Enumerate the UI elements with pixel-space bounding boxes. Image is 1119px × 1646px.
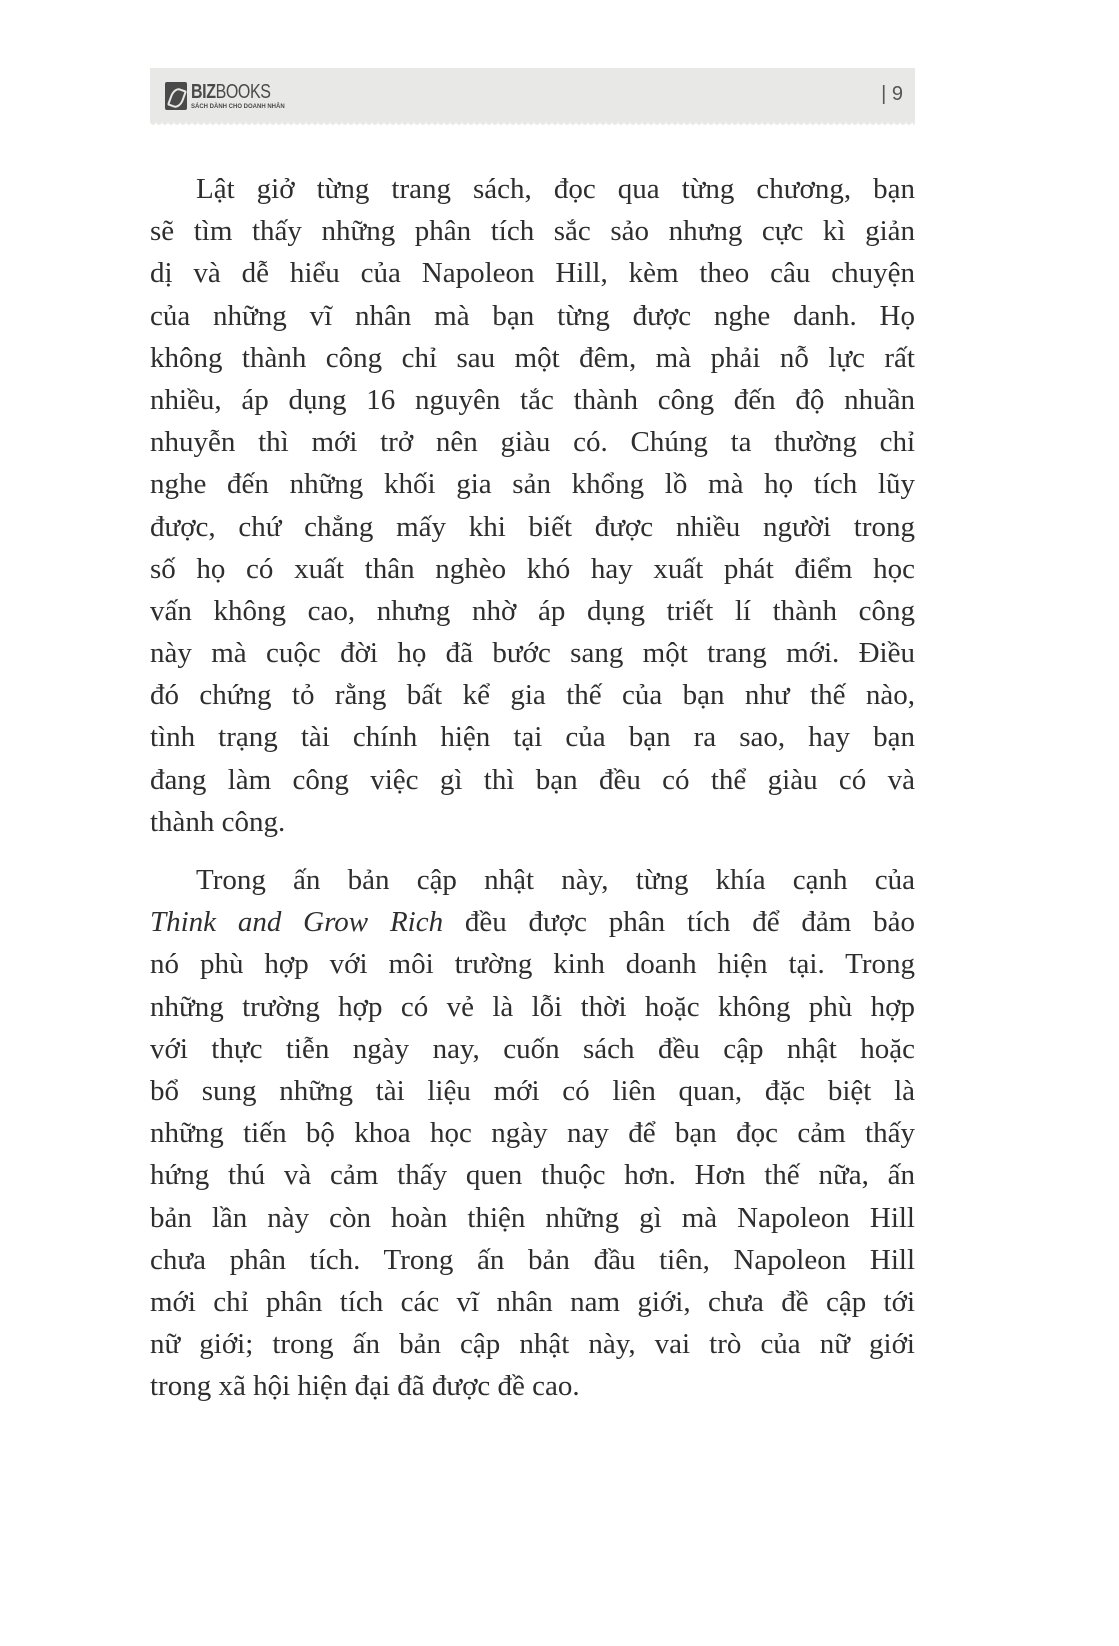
text-line: nghe đến những khối gia sản khổng lồ mà họ tích lũy <box>150 468 915 501</box>
paragraph <box>150 859 915 1407</box>
text-line: bản lần này còn hoàn thiện những gì mà Napoleon Hill <box>150 1201 915 1234</box>
book-title: Think and Grow Rich <box>150 906 444 939</box>
text-line: hứng thú và cảm thấy quen thuộc hơn. Hơn thế nữa, ấn <box>150 1159 915 1192</box>
text-line: nữ giới; trong ấn bản cập nhật này, vai trò của nữ giới <box>150 1328 915 1361</box>
text-line: đang làm công việc gì thì bạn đều có thể giàu có và <box>150 763 915 796</box>
text-line: nó phù hợp với môi trường kinh doanh hiện tại. Trong <box>150 948 915 981</box>
paragraph <box>150 168 915 843</box>
text-line: đó chứng tỏ rằng bất kể gia thế của bạn như thế nào, <box>150 679 915 712</box>
body-text <box>150 168 915 1423</box>
text-line: Lật giở từng trang sách, đọc qua từng chương, bạn <box>196 173 915 205</box>
text-line: dị và dễ hiểu của Napoleon Hill, kèm theo câu chuyện <box>150 257 915 290</box>
text-line: thành công. <box>150 805 286 838</box>
page-header <box>150 68 915 122</box>
text-line: mới chỉ phân tích các vĩ nhân nam giới, chưa đề cập tới <box>150 1285 915 1318</box>
logo-tagline: SÁCH DÀNH CHO DOANH NHÂN <box>191 104 285 110</box>
text-line: nhiều, áp dụng 16 nguyên tắc thành công đến độ nhuần <box>150 383 915 416</box>
bizbooks-logo <box>165 82 290 110</box>
text-line: nhuyễn thì mới trở nên giàu có. Chúng ta thường chỉ <box>150 426 915 459</box>
text-line: trong xã hội hiện đại đã được đề cao. <box>150 1370 580 1403</box>
text-line: bổ sung những tài liệu mới có liên quan, đặc biệt là <box>150 1074 915 1107</box>
logo-brand: BIZBOOKS <box>191 81 271 103</box>
text-line: chưa phân tích. Trong ấn bản đầu tiên, Napoleon Hill <box>150 1243 915 1276</box>
text-line: số họ có xuất thân nghèo khó hay xuất phát điểm học <box>150 552 915 585</box>
text-line: vấn không cao, nhưng nhờ áp dụng triết lí thành công <box>150 594 915 627</box>
text-line: sẽ tìm thấy những phân tích sắc sảo nhưng cực kì giản <box>150 215 915 248</box>
text-line: không thành công chỉ sau một đêm, mà phải nỗ lực rất <box>150 341 915 374</box>
text-line: với thực tiễn ngày nay, cuốn sách đều cập nhật hoặc <box>150 1032 915 1065</box>
text-line: được, chứ chẳng mấy khi biết được nhiều người trong <box>150 510 915 543</box>
logo-leaf-icon <box>165 82 187 110</box>
page-number: | 9 <box>881 83 903 105</box>
text-line: những tiến bộ khoa học ngày nay để bạn đọc cảm thấy <box>150 1117 915 1150</box>
text-line: tình trạng tài chính hiện tại của bạn ra sao, hay bạn <box>150 721 915 754</box>
text-line: của những vĩ nhân mà bạn từng được nghe danh. Họ <box>150 299 915 332</box>
text-line: Trong ấn bản cập nhật này, từng khía cạnh của <box>196 864 915 896</box>
text-line: những trường hợp có vẻ là lỗi thời hoặc không phù hợp <box>150 990 915 1023</box>
text-line: Think and Grow Rich đều được phân tích để đảm bảo <box>150 906 915 939</box>
text-line: này mà cuộc đời họ đã bước sang một trang mới. Điều <box>150 637 915 670</box>
